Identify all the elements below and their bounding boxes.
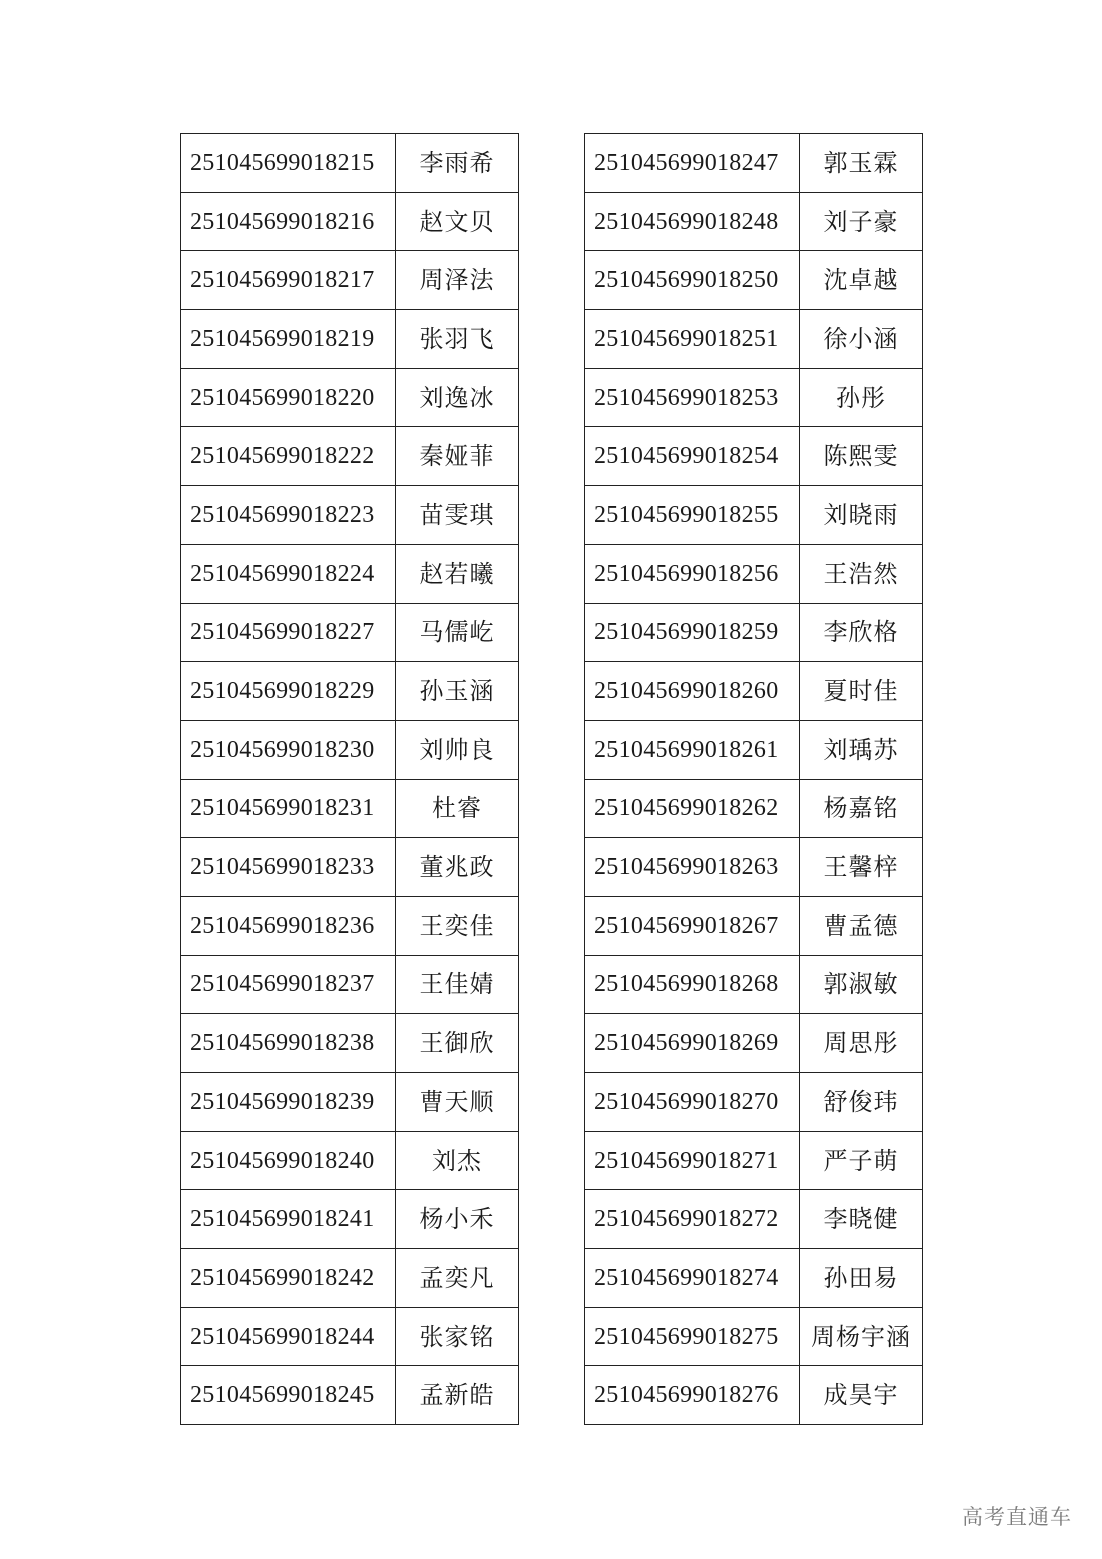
table-row bbox=[181, 1014, 519, 1073]
student-id-cell: 251045699018259 bbox=[585, 603, 800, 662]
student-id-cell: 251045699018217 bbox=[181, 251, 396, 310]
student-name-cell: 王奕佳 bbox=[396, 896, 519, 955]
table-row bbox=[181, 838, 519, 897]
table-row bbox=[181, 544, 519, 603]
table-row bbox=[181, 1131, 519, 1190]
table-row bbox=[585, 1014, 923, 1073]
student-name-cell: 刘子豪 bbox=[800, 192, 923, 251]
student-name-cell: 周杨宇涵 bbox=[800, 1307, 923, 1366]
student-id-cell: 251045699018231 bbox=[181, 779, 396, 838]
table-row bbox=[181, 486, 519, 545]
student-name-cell: 李雨希 bbox=[396, 134, 519, 193]
student-name-cell: 苗雯琪 bbox=[396, 486, 519, 545]
student-name-cell: 孟奕凡 bbox=[396, 1249, 519, 1308]
table-row bbox=[181, 896, 519, 955]
table-row bbox=[585, 310, 923, 369]
table-row bbox=[181, 192, 519, 251]
student-name-cell: 王浩然 bbox=[800, 544, 923, 603]
roster-table-right bbox=[584, 133, 923, 1425]
student-id-cell: 251045699018263 bbox=[585, 838, 800, 897]
student-name-cell: 董兆政 bbox=[396, 838, 519, 897]
student-id-cell: 251045699018248 bbox=[585, 192, 800, 251]
table-row bbox=[585, 486, 923, 545]
student-id-cell: 251045699018216 bbox=[181, 192, 396, 251]
table-row bbox=[181, 720, 519, 779]
student-name-cell: 李晓健 bbox=[800, 1190, 923, 1249]
roster-table-right-body bbox=[585, 134, 923, 1425]
table-row bbox=[181, 251, 519, 310]
student-id-cell: 251045699018237 bbox=[181, 955, 396, 1014]
table-row bbox=[181, 427, 519, 486]
table-row bbox=[585, 603, 923, 662]
student-name-cell: 孙彤 bbox=[800, 368, 923, 427]
student-name-cell: 成昊宇 bbox=[800, 1366, 923, 1425]
student-id-cell: 251045699018245 bbox=[181, 1366, 396, 1425]
table-row bbox=[585, 662, 923, 721]
student-id-cell: 251045699018233 bbox=[181, 838, 396, 897]
student-id-cell: 251045699018272 bbox=[585, 1190, 800, 1249]
table-row bbox=[585, 544, 923, 603]
student-id-cell: 251045699018229 bbox=[181, 662, 396, 721]
student-id-cell: 251045699018255 bbox=[585, 486, 800, 545]
student-id-cell: 251045699018219 bbox=[181, 310, 396, 369]
table-row bbox=[181, 1249, 519, 1308]
student-id-cell: 251045699018247 bbox=[585, 134, 800, 193]
table-row bbox=[585, 1366, 923, 1425]
student-name-cell: 孙玉涵 bbox=[396, 662, 519, 721]
student-name-cell: 郭玉霖 bbox=[800, 134, 923, 193]
table-row bbox=[585, 1131, 923, 1190]
table-row bbox=[181, 1366, 519, 1425]
student-id-cell: 251045699018222 bbox=[181, 427, 396, 486]
table-row bbox=[181, 1190, 519, 1249]
table-row bbox=[585, 779, 923, 838]
student-id-cell: 251045699018254 bbox=[585, 427, 800, 486]
table-row bbox=[585, 251, 923, 310]
student-name-cell: 徐小涵 bbox=[800, 310, 923, 369]
table-row bbox=[585, 955, 923, 1014]
table-row bbox=[585, 1073, 923, 1132]
student-name-cell: 曹天顺 bbox=[396, 1073, 519, 1132]
student-id-cell: 251045699018276 bbox=[585, 1366, 800, 1425]
student-name-cell: 孟新皓 bbox=[396, 1366, 519, 1425]
student-id-cell: 251045699018267 bbox=[585, 896, 800, 955]
student-name-cell: 夏时佳 bbox=[800, 662, 923, 721]
table-row bbox=[585, 427, 923, 486]
student-name-cell: 刘瑀苏 bbox=[800, 720, 923, 779]
student-id-cell: 251045699018242 bbox=[181, 1249, 396, 1308]
student-name-cell: 刘杰 bbox=[396, 1131, 519, 1190]
student-id-cell: 251045699018274 bbox=[585, 1249, 800, 1308]
student-id-cell: 251045699018262 bbox=[585, 779, 800, 838]
student-name-cell: 王御欣 bbox=[396, 1014, 519, 1073]
student-name-cell: 刘帅良 bbox=[396, 720, 519, 779]
student-id-cell: 251045699018261 bbox=[585, 720, 800, 779]
student-id-cell: 251045699018236 bbox=[181, 896, 396, 955]
student-name-cell: 马儒屹 bbox=[396, 603, 519, 662]
table-row bbox=[181, 310, 519, 369]
student-id-cell: 251045699018244 bbox=[181, 1307, 396, 1366]
student-name-cell: 赵文贝 bbox=[396, 192, 519, 251]
table-row bbox=[181, 955, 519, 1014]
watermark-text: 高考直通车 bbox=[962, 1505, 1072, 1529]
student-name-cell: 王佳婧 bbox=[396, 955, 519, 1014]
student-id-cell: 251045699018250 bbox=[585, 251, 800, 310]
table-row bbox=[181, 1073, 519, 1132]
student-name-cell: 郭淑敏 bbox=[800, 955, 923, 1014]
student-name-cell: 刘晓雨 bbox=[800, 486, 923, 545]
student-id-cell: 251045699018268 bbox=[585, 955, 800, 1014]
roster-table-left bbox=[180, 133, 519, 1425]
student-name-cell: 严子萌 bbox=[800, 1131, 923, 1190]
student-id-cell: 251045699018227 bbox=[181, 603, 396, 662]
student-name-cell: 舒俊玮 bbox=[800, 1073, 923, 1132]
student-id-cell: 251045699018275 bbox=[585, 1307, 800, 1366]
table-row bbox=[181, 1307, 519, 1366]
roster-table-left-body bbox=[181, 134, 519, 1425]
student-name-cell: 周泽法 bbox=[396, 251, 519, 310]
student-name-cell: 秦娅菲 bbox=[396, 427, 519, 486]
student-name-cell: 沈卓越 bbox=[800, 251, 923, 310]
student-id-cell: 251045699018220 bbox=[181, 368, 396, 427]
student-id-cell: 251045699018223 bbox=[181, 486, 396, 545]
table-row bbox=[585, 368, 923, 427]
student-id-cell: 251045699018241 bbox=[181, 1190, 396, 1249]
student-id-cell: 251045699018251 bbox=[585, 310, 800, 369]
table-row bbox=[181, 134, 519, 193]
student-name-cell: 杨小禾 bbox=[396, 1190, 519, 1249]
student-name-cell: 杜睿 bbox=[396, 779, 519, 838]
student-name-cell: 曹孟德 bbox=[800, 896, 923, 955]
table-row bbox=[585, 1190, 923, 1249]
student-id-cell: 251045699018238 bbox=[181, 1014, 396, 1073]
student-name-cell: 李欣格 bbox=[800, 603, 923, 662]
student-name-cell: 陈熙雯 bbox=[800, 427, 923, 486]
student-id-cell: 251045699018239 bbox=[181, 1073, 396, 1132]
table-row bbox=[181, 662, 519, 721]
table-row bbox=[585, 896, 923, 955]
table-row bbox=[585, 1307, 923, 1366]
table-row bbox=[181, 603, 519, 662]
student-id-cell: 251045699018240 bbox=[181, 1131, 396, 1190]
student-id-cell: 251045699018260 bbox=[585, 662, 800, 721]
student-id-cell: 251045699018230 bbox=[181, 720, 396, 779]
student-id-cell: 251045699018224 bbox=[181, 544, 396, 603]
student-name-cell: 周思彤 bbox=[800, 1014, 923, 1073]
student-id-cell: 251045699018215 bbox=[181, 134, 396, 193]
student-name-cell: 杨嘉铭 bbox=[800, 779, 923, 838]
student-name-cell: 王馨梓 bbox=[800, 838, 923, 897]
table-row bbox=[585, 134, 923, 193]
table-row bbox=[585, 838, 923, 897]
student-name-cell: 孙田易 bbox=[800, 1249, 923, 1308]
student-id-cell: 251045699018269 bbox=[585, 1014, 800, 1073]
table-row bbox=[585, 192, 923, 251]
table-row bbox=[181, 368, 519, 427]
student-id-cell: 251045699018270 bbox=[585, 1073, 800, 1132]
student-name-cell: 赵若曦 bbox=[396, 544, 519, 603]
student-name-cell: 张家铭 bbox=[396, 1307, 519, 1366]
table-row bbox=[585, 1249, 923, 1308]
student-name-cell: 刘逸冰 bbox=[396, 368, 519, 427]
table-row bbox=[585, 720, 923, 779]
student-id-cell: 251045699018256 bbox=[585, 544, 800, 603]
student-id-cell: 251045699018253 bbox=[585, 368, 800, 427]
table-row bbox=[181, 779, 519, 838]
student-name-cell: 张羽飞 bbox=[396, 310, 519, 369]
student-id-cell: 251045699018271 bbox=[585, 1131, 800, 1190]
